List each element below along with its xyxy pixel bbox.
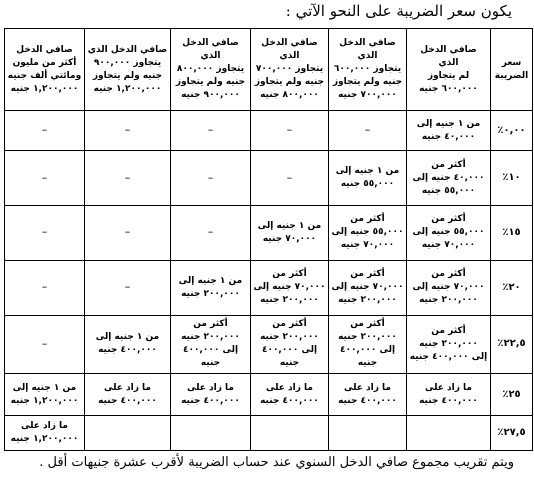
bracket-cell: من ١ جنيه إلى ٢٠٠,٠٠٠ جنيه: [171, 260, 251, 315]
bracket-cell: [329, 416, 407, 451]
table-row: [5, 151, 533, 206]
tax-rate-cell: ٢٧,٥٪: [491, 416, 533, 451]
bracket-cell: –: [251, 111, 329, 151]
bracket-cell: أكثر من ٢٠٠,٠٠٠ جنيه إلى ٤٠٠,٠٠٠ جنيه: [171, 315, 251, 373]
bracket-cell: [407, 416, 491, 451]
bracket-cell: –: [171, 206, 251, 261]
bracket-cell: –: [5, 111, 85, 151]
bracket-cell: أكثر من ٧٠,٠٠٠ جنيه إلى ٢٠٠,٠٠٠ جنيه: [407, 260, 491, 315]
bracket-cell: –: [171, 151, 251, 206]
bracket-cell: [251, 416, 329, 451]
header-bracket-5: صافي الدخل الذي يتجاوز ٩٠٠,٠٠٠ جنيه ولم يتجاوز ١,٢٠٠,٠٠٠ جنيه: [85, 29, 171, 111]
bracket-cell: من ١ جنيه إلى ١,٢٠٠,٠٠٠ جنيه: [5, 373, 85, 415]
bracket-cell: أكثر من ٢٠٠,٠٠٠ جنيه إلى ٤٠٠,٠٠٠ جنيه: [329, 315, 407, 373]
bracket-cell: ما زاد على ٤٠٠,٠٠٠ جنيه: [171, 373, 251, 415]
bracket-cell: –: [5, 315, 85, 373]
header-bracket-4: صافي الدخل الذي يتجاوز ٨٠٠,٠٠٠ جنيه ولم يتجاوز ٩٠٠,٠٠٠ جنيه: [171, 29, 251, 111]
header-tax-rate: سعر الضريبة: [491, 29, 533, 111]
header-bracket-1: صافي الدخل الذي لم يتجاوز ٦٠٠,٠٠٠ جنيه: [407, 29, 491, 111]
table-row: [5, 416, 533, 451]
header-bracket-2: صافي الدخل الذي يتجاوز ٦٠٠,٠٠٠ جنيه ولم يتجاوز ٧٠٠,٠٠٠ جنيه: [329, 29, 407, 111]
bracket-cell: من ١ جنيه إلى ٧٠,٠٠٠ جنيه: [251, 206, 329, 261]
bracket-cell: أكثر من ٢٠٠,٠٠٠ جنيه إلى ٤٠٠,٠٠٠ جنيه: [251, 315, 329, 373]
bracket-cell: ما زاد على ٤٠٠,٠٠٠ جنيه: [329, 373, 407, 415]
table-row: [5, 206, 533, 261]
bracket-cell: –: [85, 206, 171, 261]
bracket-cell: –: [329, 111, 407, 151]
bracket-cell: ما زاد على ١,٢٠٠,٠٠٠ جنيه: [5, 416, 85, 451]
bracket-cell: ما زاد على ٤٠٠,٠٠٠ جنيه: [407, 373, 491, 415]
bracket-cell: من ١ جنيه إلى ٤٠,٠٠٠ جنيه: [407, 111, 491, 151]
table-row: [5, 111, 533, 151]
header-bracket-6: صافي الدخل أكثر من مليون ومائتي ألف جنيه ١,٢٠٠,٠٠٠ جنيه: [5, 29, 85, 111]
header-bracket-3: صافي الدخل الذي يتجاوز ٧٠٠,٠٠٠ جنيه ولم يتجاوز ٨٠٠,٠٠٠ جنيه: [251, 29, 329, 111]
bracket-cell: أكثر من ٧٠,٠٠٠ جنيه إلى ٢٠٠,٠٠٠ جنيه: [329, 260, 407, 315]
tax-rate-cell: ٢٢,٥٪: [491, 315, 533, 373]
tax-rate-cell: ٢٥٪: [491, 373, 533, 415]
bracket-cell: أكثر من ٤٠,٠٠٠ جنيه إلى ٥٥,٠٠٠ جنيه: [407, 151, 491, 206]
table-row: [5, 373, 533, 415]
bracket-cell: أكثر من ٥٥,٠٠٠ جنيه إلى ٧٠,٠٠٠ جنيه: [329, 206, 407, 261]
bracket-cell: أكثر من ٥٥,٠٠٠ جنيه إلى ٧٠,٠٠٠ جنيه: [407, 206, 491, 261]
bracket-cell: ما زاد على ٤٠٠,٠٠٠ جنيه: [85, 373, 171, 415]
table-row: [5, 315, 533, 373]
intro-text: يكون سعر الضريبة على النحو الآتي :: [285, 2, 512, 20]
tax-rate-cell: ١٠٪: [491, 151, 533, 206]
bracket-cell: –: [85, 260, 171, 315]
table-row: [5, 260, 533, 315]
bracket-cell: أكثر من ٢٠٠,٠٠٠ جنيه إلى ٤٠٠,٠٠٠ جنيه: [407, 315, 491, 373]
table-header-row: [5, 29, 533, 111]
bracket-cell: –: [5, 206, 85, 261]
bracket-cell: –: [5, 151, 85, 206]
tax-rate-cell: ١٥٪: [491, 206, 533, 261]
footer-note: ويتم تقريب مجموع صافي الدخل السنوي عند حساب الضريبة لأقرب عشرة جنيهات أقل .: [39, 455, 514, 470]
bracket-cell: [171, 416, 251, 451]
bracket-cell: –: [85, 151, 171, 206]
bracket-cell: –: [5, 260, 85, 315]
tax-rate-cell: ٢٠٪: [491, 260, 533, 315]
tax-rate-table: [4, 28, 533, 451]
bracket-cell: –: [171, 111, 251, 151]
bracket-cell: –: [85, 111, 171, 151]
bracket-cell: –: [251, 151, 329, 206]
bracket-cell: [85, 416, 171, 451]
bracket-cell: من ١ جنيه إلى ٤٠٠,٠٠٠ جنيه: [85, 315, 171, 373]
bracket-cell: من ١ جنيه إلى ٥٥,٠٠٠ جنيه: [329, 151, 407, 206]
bracket-cell: ما زاد على ٤٠٠,٠٠٠ جنيه: [251, 373, 329, 415]
tax-rate-cell: ٠,٠٠٪: [491, 111, 533, 151]
bracket-cell: أكثر من ٧٠,٠٠٠ جنيه إلى ٢٠٠,٠٠٠ جنيه: [251, 260, 329, 315]
